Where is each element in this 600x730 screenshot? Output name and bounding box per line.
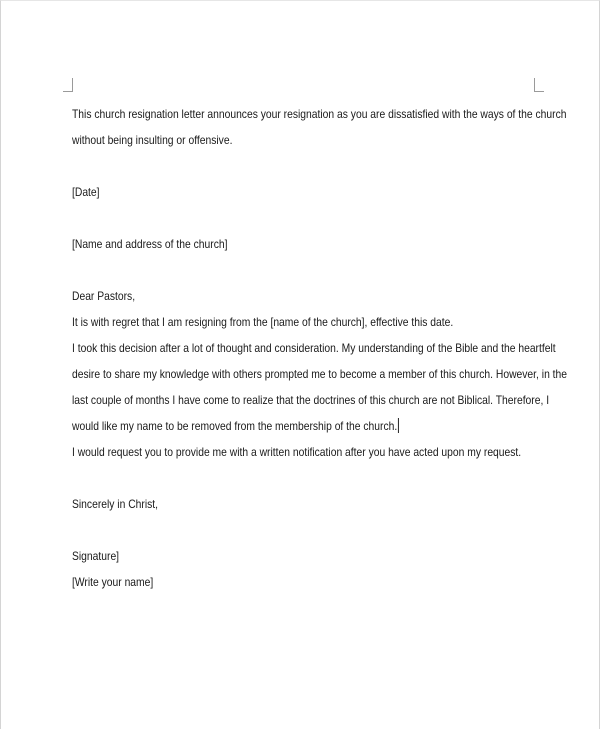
margin-corner-mark-top-right	[534, 78, 544, 92]
body-line-1: It is with regret that I am resigning from the [name of the church], effective this date.	[72, 315, 454, 329]
text-cursor	[398, 418, 399, 433]
closing: Sincerely in Christ,	[72, 497, 159, 511]
signature-placeholder: Signature]	[72, 549, 120, 563]
recipient-placeholder: [Name and address of the church]	[72, 237, 228, 251]
body-line-2: I took this decision after a lot of thought and consideration. My understanding of the Bible and the heartfelt	[72, 341, 556, 355]
body-line-5-text: would like my name to be removed from the membership of the church.	[72, 419, 398, 433]
blank-line	[72, 257, 542, 283]
blank-line	[72, 465, 542, 491]
body-line-5	[72, 413, 476, 439]
document-body[interactable]	[72, 101, 568, 595]
intro-line-2: without being insulting or offensive.	[72, 133, 233, 147]
body-line-3: desire to share my knowledge with others prompted me to become a member of this church. However, in the	[72, 367, 568, 381]
blank-line	[72, 153, 542, 179]
body-line-6: I would request you to provide me with a written notification after you have acted upon my request.	[72, 445, 522, 459]
date-placeholder: [Date]	[72, 185, 100, 199]
intro-line-1: This church resignation letter announces your resignation as you are dissatisfied with the ways of the church	[72, 107, 567, 121]
blank-line	[72, 517, 542, 543]
name-placeholder: [Write your name]	[72, 575, 154, 589]
blank-line	[72, 205, 542, 231]
salutation: Dear Pastors,	[72, 289, 136, 303]
body-line-4: last couple of months I have come to realize that the doctrines of this church are not Biblical. Therefore, I	[72, 393, 550, 407]
margin-corner-mark-top-left	[63, 78, 73, 92]
